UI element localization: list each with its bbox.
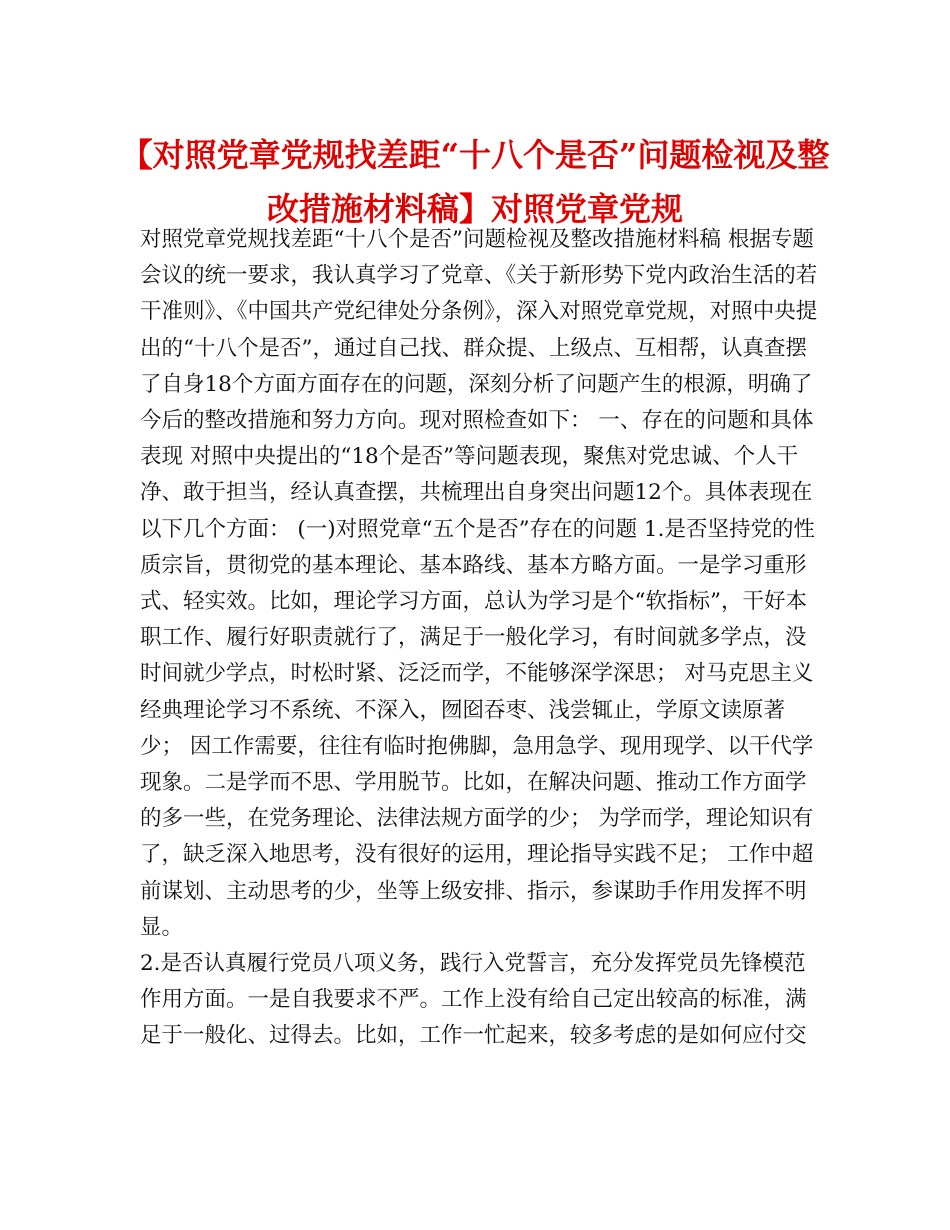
body-paragraph: 对照党章党规找差距“十八个是否”问题检视及整改措施材料稿 根据专题会议的统一要求，我认真学习了党章、《关于新形势下党内政治生活的若干准则》、《中国共产党纪律处分条例》，深入对照党章党规，对照中央提出的“十八个是否”，通过自己找、群众提、上级点、互相帮，认真查摆了自身18个方面方面存在的问题，深刻分析了问题产生的根源，明确了今后的整改措施和努力方向。现对照检查如下： 一、存在的问题和具体表现 对照中央提出的“18个是否”等问题表现，聚焦对党忠诚、个人干净、敢于担当，经认真查摆，共梳理出自身突出问题12个。具体表现在以下几个方面： (一)对照党章“五个是否”存在的问题 1.是否坚持党的性质宗旨，贯彻党的基本理论、基本路线、基本方略方面。一是学习重形式、轻实效。比如，理论学习方面，总认为学习是个“软指标”，干好本职工作、履行好职责就行了，满足于一般化学习，有时间就多学点，没时间就少学点，时松时紧、泛泛而学，不能够深学深思； 对马克思主义经典理论学习不系统、不深入，囫囵吞枣、浅尝辄止，学原文读原著少； 因工作需要，往往有临时抱佛脚，急用急学、现用现学、以干代学现象。二是学而不思、学用脱节。比如，在解决问题、推动工作方面学的多一些，在党务理论、法律法规方面学的少； 为学而学，理论知识有了，缺乏深入地思考，没有很好的运用，理论指导实践不足； 工作中超前谋划、主动思考的少，坐等上级安排、指示，参谋助手作用发挥不明显。 bbox=[140, 227, 818, 940]
document-body bbox=[140, 222, 824, 1055]
body-paragraph: 2.是否认真履行党员八项义务，践行入党誓言，充分发挥党员先锋模范作用方面。一是自我要求不严。工作上没有给自己定出较高的标准，满足于一般化、过得去。比如，工作一忙起来，较多考虑的是如何应付交 bbox=[140, 951, 807, 1049]
document-title: 【对照党章党规找差距“十八个是否”问题检视及整改措施材料稿】对照党章党规 bbox=[120, 136, 830, 228]
